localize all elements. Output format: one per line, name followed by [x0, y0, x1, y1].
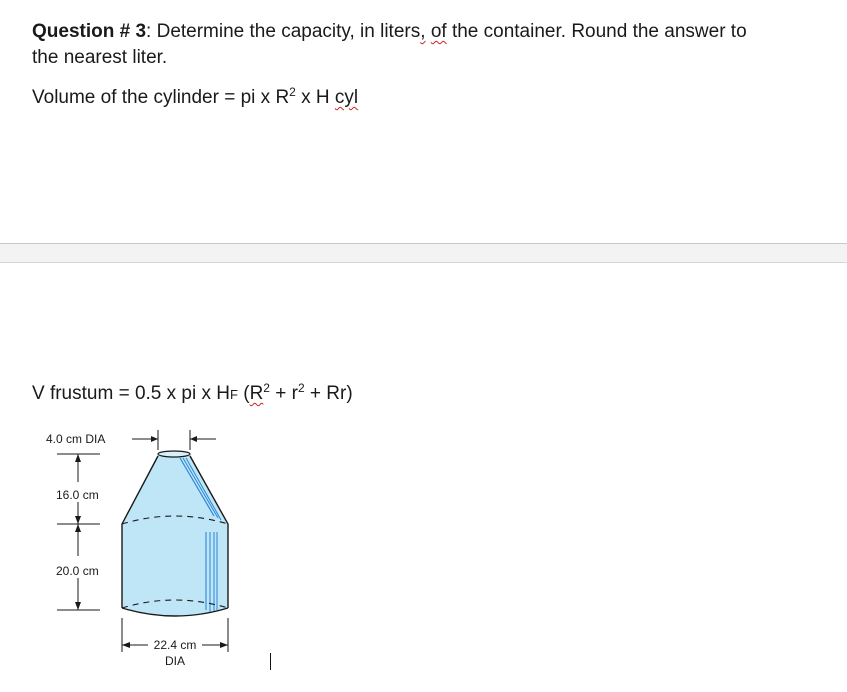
container-figure [30, 420, 260, 675]
frustum-plus-r: + r [269, 383, 298, 404]
question-text-1: Determine the capacity, in liters [151, 21, 421, 42]
question-colon: : [146, 21, 152, 42]
question-line-2: the nearest liter. [32, 47, 168, 68]
bottom-diameter-label: 22.4 cm [153, 638, 197, 652]
frustum-R: R [249, 383, 264, 404]
frustum-formula-prefix: V frustum = 0.5 x pi x H [32, 383, 230, 404]
spellcheck-comma: , [420, 21, 426, 42]
frustum-open-paren: ( [237, 383, 250, 404]
frustum-subscript: F [230, 387, 238, 402]
frustum-exponent-1: 2 [263, 381, 270, 395]
spellcheck-of: of [430, 21, 447, 42]
cylinder-formula [32, 85, 358, 111]
arrowhead [122, 642, 130, 648]
arrowhead [151, 436, 158, 442]
cylinder-formula-text: Volume of the cylinder = pi x R [32, 87, 290, 108]
arrowhead [220, 642, 228, 648]
arrowhead [75, 516, 81, 524]
arrowhead [190, 436, 197, 442]
divider-band [0, 244, 847, 262]
frustum-rest: + Rr) [304, 383, 353, 404]
cylinder-height-label: 20.0 cm [56, 564, 99, 578]
frustum-formula [32, 381, 353, 408]
top-diameter-label: 4.0 cm DIA [46, 432, 106, 446]
arrowhead [75, 524, 81, 532]
divider-line-bottom [0, 262, 847, 263]
frustum-exponent-2: 2 [297, 381, 305, 395]
text-cursor [270, 653, 271, 670]
cylinder-subscript: cyl [334, 87, 359, 108]
cylinder-body [122, 524, 228, 616]
arrowhead [75, 602, 81, 610]
question-text-2: the container. Round the answer to [446, 21, 747, 42]
frustum-height-label: 16.0 cm [56, 488, 99, 502]
arrowhead [75, 454, 81, 462]
cylinder-formula-mid: x H [295, 87, 335, 108]
cylinder-exponent: 2 [289, 85, 296, 99]
bottom-diameter-unit: DIA [164, 654, 186, 668]
question-line-1 [32, 19, 822, 45]
question-label: Question # 3 [32, 21, 147, 42]
frustum-top-ellipse [158, 451, 190, 457]
